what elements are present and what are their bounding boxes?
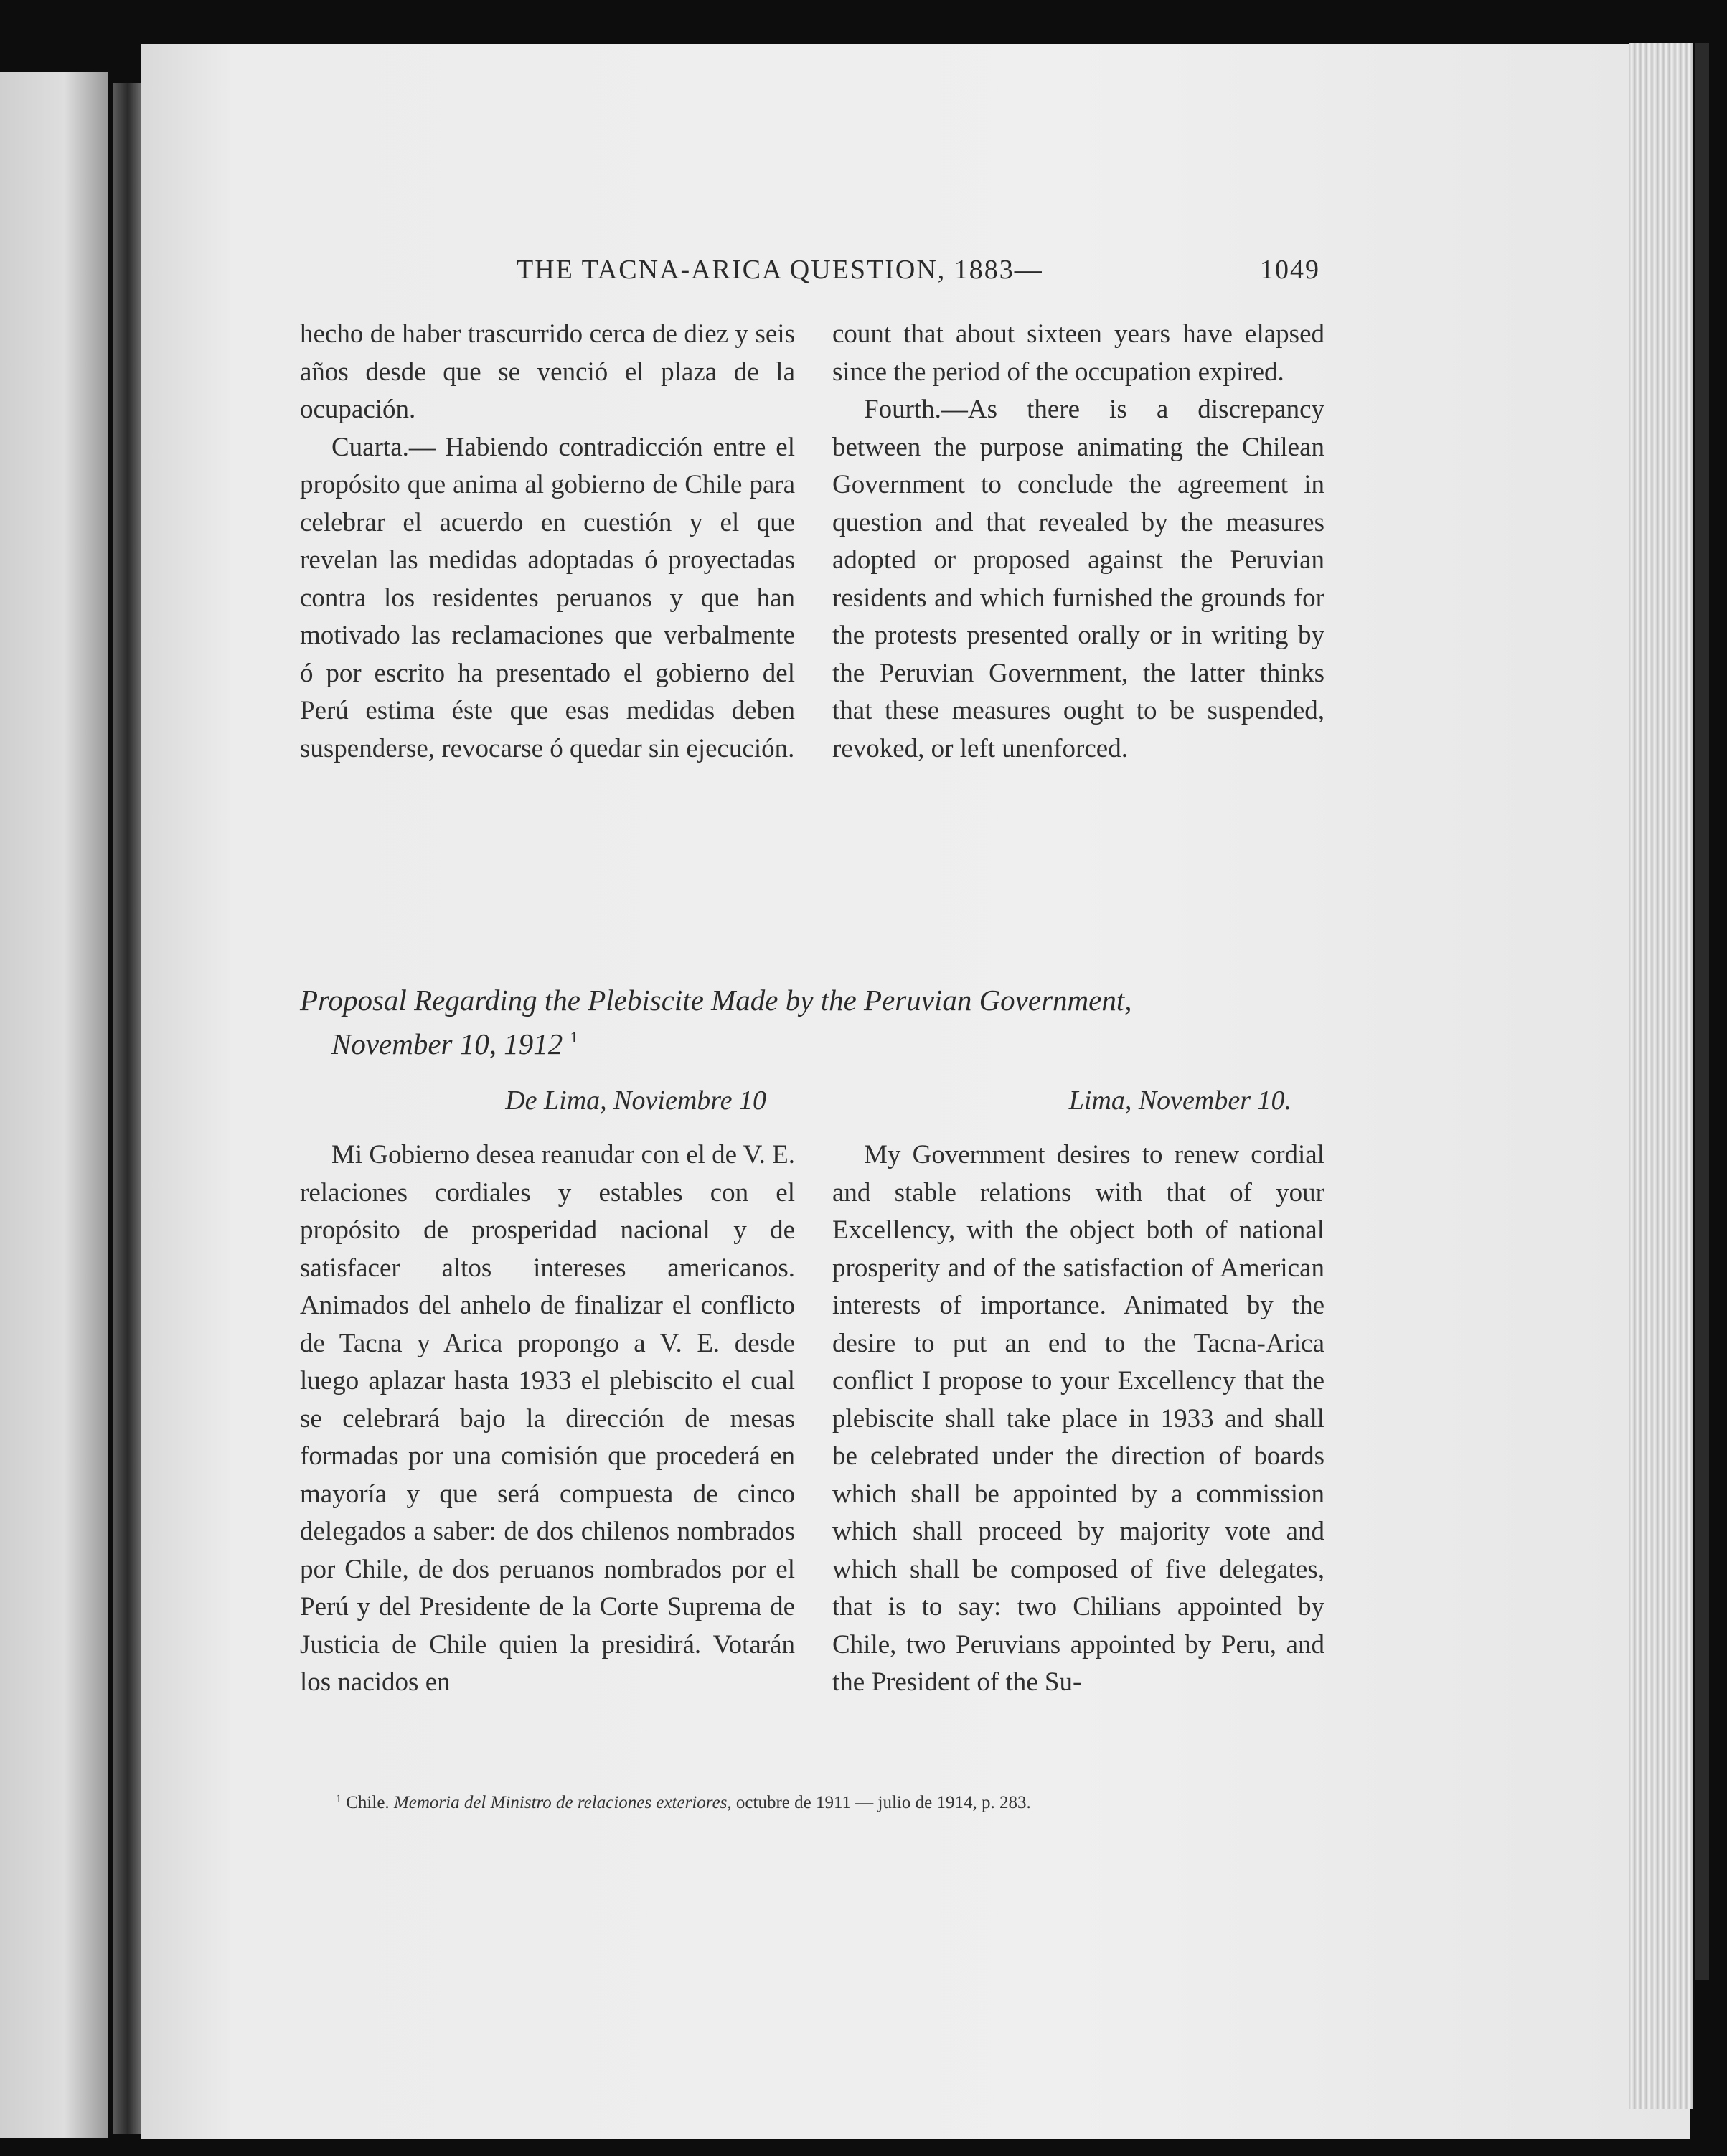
english-paragraph: count that about sixteen years have elapsed since the period of the occupation expired.: [832, 319, 1324, 387]
english-paragraph: Fourth.—As there is a discrepancy between the purpose animating the Chilean Government to conclude the agreement in question and that revealed by the measures adopted or proposed against the Peruvian residents and which furnished the grounds for the protests presented orally or in writing by the Peruvian Government, the latter thinks that these measures ought to be suspended, revoked, or left unenforced.: [832, 395, 1324, 763]
book-spine: [113, 83, 142, 2134]
spanish-dateline: De Lima, Noviembre 10: [505, 1086, 766, 1116]
footnote-tail: octubre de 1911 — julio de 1914, p. 283.: [735, 1793, 1031, 1812]
spanish-paragraph: Cuarta.— Habiendo contradicción entre el propósito que anima al gobierno de Chile para celebrar el acuerdo en cuestión y el que revelan las medidas adoptadas ó proyectadas contra los residentes peruanos y que han motivado las reclamaciones que verbalmente ó por escrito ha presentado el gobierno del Perú estima éste que esas medidas deben suspenderse, revocarse ó quedar sin ejecución.: [300, 432, 795, 763]
heading-line-2: [300, 1019, 1327, 1063]
english-dateline: Lima, November 10.: [1068, 1086, 1291, 1116]
spanish-column-letter: [300, 1136, 795, 1702]
heading-line-1: Proposal Regarding the Plebiscite Made by the Peruvian Government,: [300, 984, 1132, 1017]
footnote-marker: 1: [570, 1028, 578, 1046]
footnote-number: 1: [336, 1793, 342, 1805]
english-letter-text: My Government desires to renew cordial and stable relations with that of your Excellency, with the object both of national prosperity and of the satisfaction of American interests of importance. Animated by the desire to put an end to the Tacna-Arica conflict I propose to your Excellency that the plebiscite shall take place in 1933 and shall be celebrated under the direction of boards which shall be appointed by a commission which shall proceed by majority vote and which shall be composed of five delegates, that is to say: two Chilians appointed by Chile, two Peruvians appointed by Peru, and the President of the Su-: [832, 1140, 1324, 1697]
running-title: THE TACNA-ARICA QUESTION, 1883—: [517, 255, 1043, 285]
scan-border: [1695, 43, 1709, 1980]
running-header: [517, 254, 1320, 290]
section-heading: [300, 982, 1327, 1063]
spanish-paragraph: hecho de haber trascurrido cerca de diez y seis años desde que se venció el plaza de la ocupación.: [300, 319, 795, 424]
footnote-source-title: Memoria del Ministro de relaciones exteriores,: [393, 1793, 732, 1812]
left-page-edge: [0, 72, 108, 2138]
spanish-column-top: [300, 316, 795, 768]
page-number: 1049: [1260, 255, 1320, 285]
footnote-lead: Chile.: [346, 1793, 390, 1812]
heading-date: November 10, 1912: [331, 1027, 563, 1060]
footnote: [301, 1785, 1327, 1817]
english-column-top: [832, 316, 1324, 768]
spanish-letter-text: Mi Gobierno desea reanudar con el de V. E. relaciones cordiales y estables con el propósito de prosperidad nacional y de satisfacer altos intereses americanos. Animados del anhelo de finalizar el conflicto de Tacna y Arica propongo a V. E. desde luego aplazar hasta 1933 el plebiscito el cual se celebrará bajo la dirección de mesas formadas por una comisión que procederá en mayoría y que será compuesta de cinco delegados a saber: de dos chilenos nombrados por Chile, de dos peruanos nombrados por el Perú y del Presidente de la Corte Suprema de Justicia de Chile quien la presidirá. Votarán los nacidos en: [300, 1140, 795, 1697]
english-column-letter: [832, 1136, 1324, 1702]
page-stack-edge: [1629, 43, 1693, 2109]
